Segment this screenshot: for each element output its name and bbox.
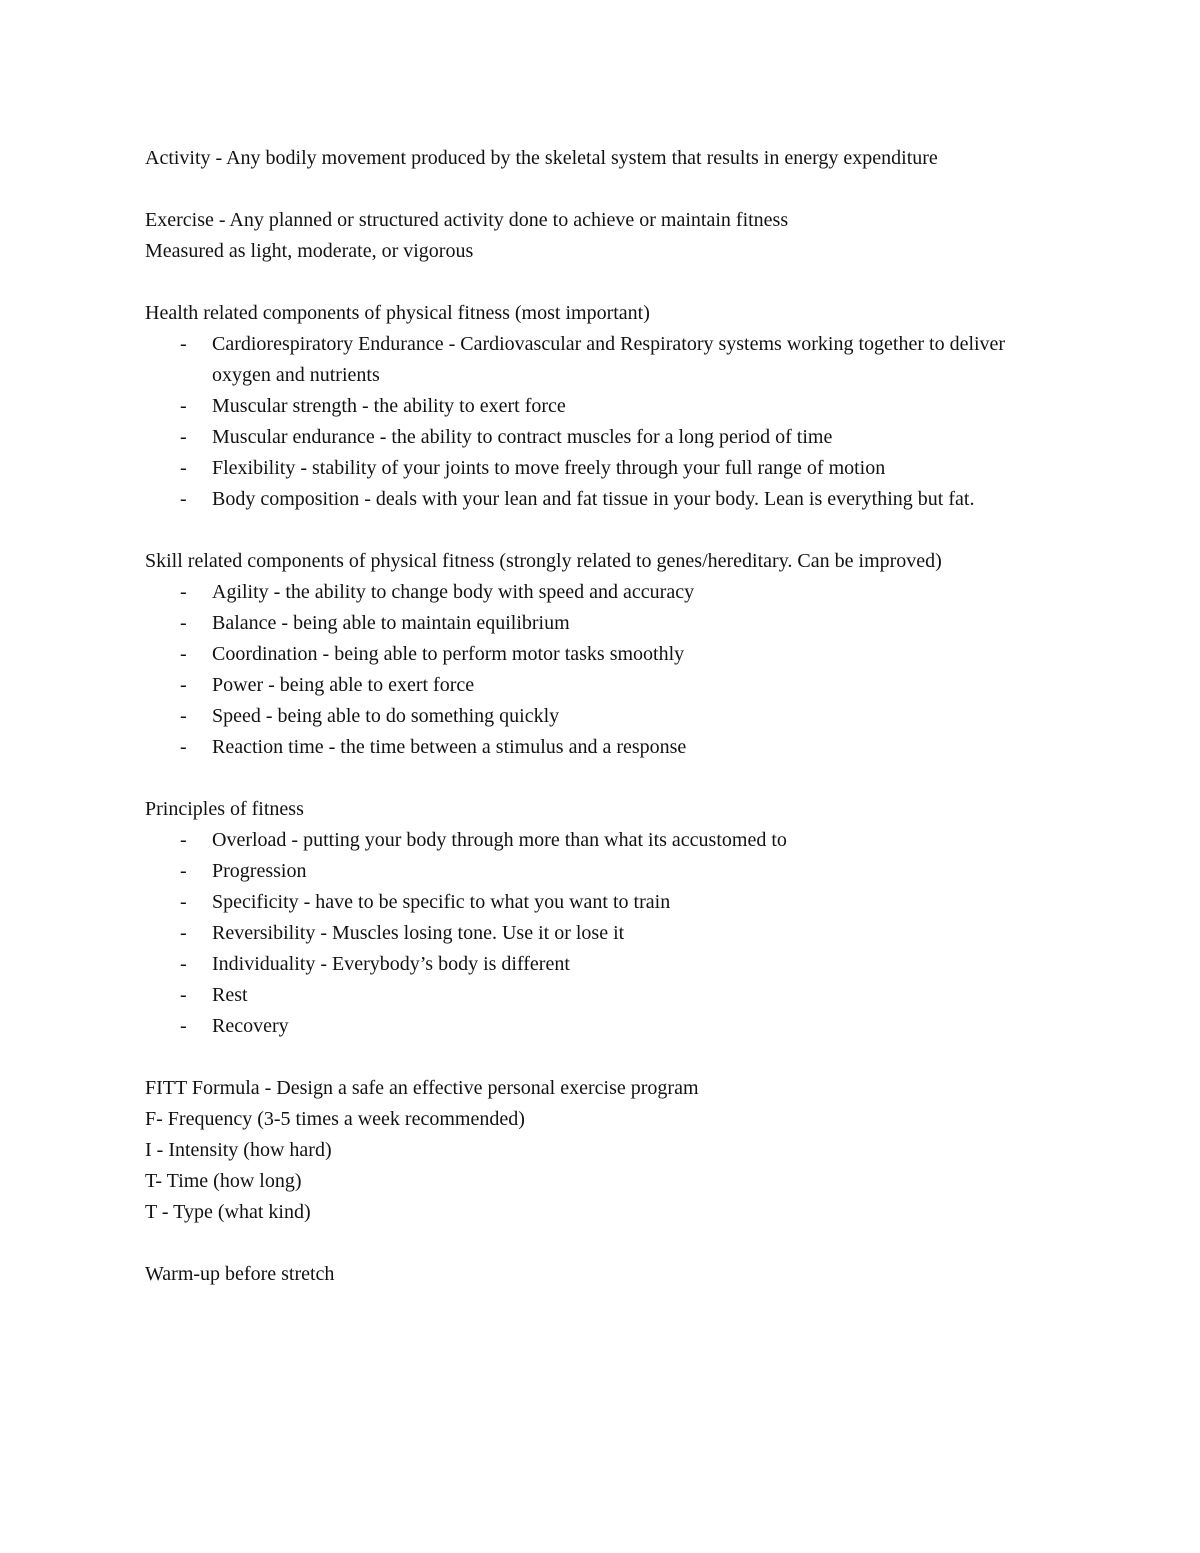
text-line: F- Frequency (3-5 times a week recommended)	[145, 1108, 525, 1130]
bullet-dash: -	[180, 860, 187, 882]
text-line: T - Type (what kind)	[145, 1201, 311, 1223]
list-item	[145, 639, 1052, 670]
list-item	[145, 949, 1052, 980]
list-item	[145, 887, 1052, 918]
bullet-list-health	[145, 329, 1052, 515]
list-item	[145, 980, 1052, 1011]
text-line: T- Time (how long)	[145, 1170, 302, 1192]
list-item-text: Power - being able to exert force	[212, 674, 475, 696]
bullet-dash: -	[180, 581, 187, 603]
bullet-dash: -	[180, 457, 187, 479]
bullet-dash: -	[180, 953, 187, 975]
list-item-text: Reversibility - Muscles losing tone. Use it or lose it	[212, 922, 625, 944]
paragraph-fitt-formula	[145, 1073, 1052, 1228]
bullet-dash: -	[180, 705, 187, 727]
section-skill-components	[145, 546, 1052, 763]
bullet-dash: -	[180, 674, 187, 696]
list-item-text: Overload - putting your body through more than what its accustomed to	[212, 829, 787, 851]
bullet-dash: -	[180, 426, 187, 448]
text-line: Measured as light, moderate, or vigorous	[145, 240, 474, 262]
list-item	[145, 608, 1052, 639]
list-item	[145, 329, 1052, 391]
bullet-dash: -	[180, 984, 187, 1006]
paragraph-exercise-definition	[145, 205, 1052, 267]
paragraph-activity-definition: Activity - Any bodily movement produced by the skeletal system that results in energy expenditure	[145, 147, 938, 169]
bullet-dash: -	[180, 922, 187, 944]
bullet-dash: -	[180, 643, 187, 665]
list-item	[145, 732, 1052, 763]
bullet-dash: -	[180, 612, 187, 634]
bullet-dash: -	[180, 333, 187, 355]
list-item	[145, 856, 1052, 887]
section-heading-skill: Skill related components of physical fitness (strongly related to genes/hereditary. Can be improved)	[145, 550, 942, 572]
section-principles	[145, 794, 1052, 1042]
list-item	[145, 918, 1052, 949]
list-item	[145, 670, 1052, 701]
text-line: Exercise - Any planned or structured activity done to achieve or maintain fitness	[145, 209, 789, 231]
list-item	[145, 825, 1052, 856]
list-item-text: Coordination - being able to perform motor tasks smoothly	[212, 643, 685, 665]
list-item	[145, 453, 1052, 484]
list-item-text: Individuality - Everybody’s body is different	[212, 953, 570, 975]
bullet-list-principles	[145, 825, 1052, 1042]
list-item-text: Muscular endurance - the ability to contract muscles for a long period of time	[212, 426, 833, 448]
bullet-dash: -	[180, 488, 187, 510]
list-item-text: Reaction time - the time between a stimulus and a response	[212, 736, 687, 758]
bullet-dash: -	[180, 736, 187, 758]
list-item-text: Specificity - have to be specific to what you want to train	[212, 891, 671, 913]
section-heading-principles: Principles of fitness	[145, 798, 304, 820]
list-item-text: Agility - the ability to change body with speed and accuracy	[212, 581, 695, 603]
list-item-text: Muscular strength - the ability to exert force	[212, 395, 566, 417]
text-line: FITT Formula - Design a safe an effective personal exercise program	[145, 1077, 699, 1099]
bullet-dash: -	[180, 395, 187, 417]
list-item-text: Cardiorespiratory Endurance - Cardiovascular and Respiratory systems working together to deliver oxygen and nutrients	[212, 333, 1006, 386]
list-item	[145, 1011, 1052, 1042]
list-item-text: Progression	[212, 860, 307, 882]
list-item-text: Balance - being able to maintain equilibrium	[212, 612, 570, 634]
bullet-list-skill	[145, 577, 1052, 763]
bullet-dash: -	[180, 829, 187, 851]
paragraph-warmup-note: Warm-up before stretch	[145, 1263, 335, 1285]
list-item	[145, 391, 1052, 422]
list-item	[145, 577, 1052, 608]
bullet-dash: -	[180, 891, 187, 913]
list-item	[145, 484, 1052, 515]
list-item-text: Rest	[212, 984, 248, 1006]
section-heading-health: Health related components of physical fitness (most important)	[145, 302, 650, 324]
text-line: I - Intensity (how hard)	[145, 1139, 332, 1161]
list-item-text: Recovery	[212, 1015, 289, 1037]
list-item-text: Flexibility - stability of your joints to move freely through your full range of motion	[212, 457, 886, 479]
list-item-text: Speed - being able to do something quickly	[212, 705, 560, 727]
list-item-text: Body composition - deals with your lean and fat tissue in your body. Lean is everything but fat.	[212, 488, 975, 510]
list-item	[145, 422, 1052, 453]
section-health-components	[145, 298, 1052, 515]
list-item	[145, 701, 1052, 732]
bullet-dash: -	[180, 1015, 187, 1037]
